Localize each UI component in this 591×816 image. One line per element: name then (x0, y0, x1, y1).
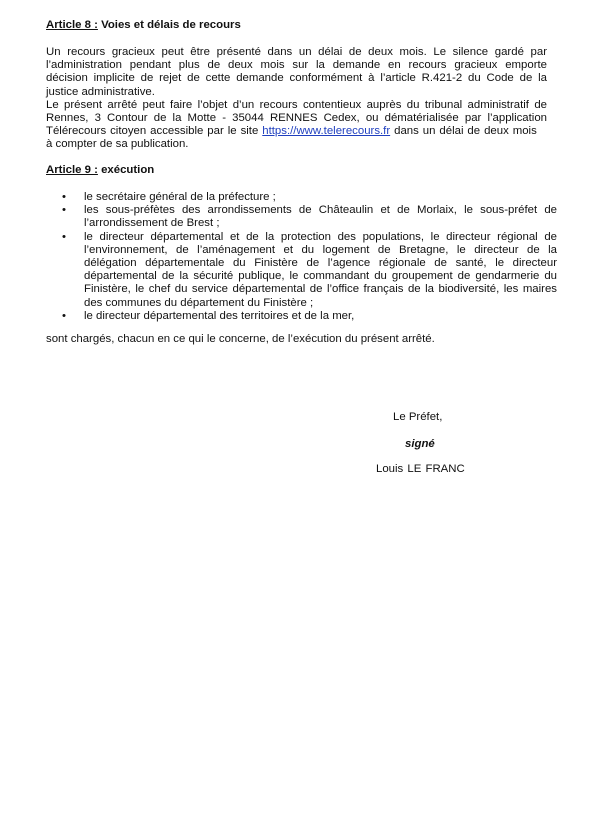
article-8-heading (46, 19, 241, 32)
bullet-icon: • (62, 309, 66, 322)
telerecours-link[interactable]: https://www.telerecours.fr (262, 124, 391, 137)
list-item-line: délégation départementale du Finistère de l’agence régionale de santé, le directeur (84, 256, 557, 269)
list-item-line: le secrétaire général de la préfecture ; (84, 191, 276, 203)
paragraph-line: Rennes, 3 Contour de la Motte - 35044 RENNES Cedex, ou dématérialisée par l’application (46, 111, 547, 124)
paragraph-line: Un recours gracieux peut être présenté dans un délai de deux mois. Le silence gardé par (46, 46, 547, 58)
link-prefix-text: Télérecours citoyen accessible par le site (46, 124, 263, 137)
paragraph-line: Le présent arrêté peut faire l’objet d’un recours contentieux auprès du tribunal administratif de (46, 98, 547, 111)
list-item-line: Finistère, le chef du service départemental de l’office français de la biodiversité, les maires (84, 283, 557, 296)
list-item (62, 191, 557, 204)
article-9-heading (46, 164, 154, 177)
bullet-icon: • (62, 191, 66, 203)
article-8-paragraph-2 (46, 99, 547, 152)
closing-sentence: sont chargés, chacun en ce qui le concerne, de l’exécution du présent arrêté. (46, 333, 435, 345)
article-8-title: Voies et délais de recours (101, 19, 241, 31)
list-item (62, 204, 557, 230)
bullet-icon: • (62, 204, 66, 217)
link-suffix-text: dans un délai de deux mois (390, 124, 537, 137)
list-item-line: départemental de la sécurité publique, le commandant du groupement de gendarmerie du (84, 270, 557, 283)
list-item (62, 310, 557, 323)
article-8-paragraph-1 (46, 46, 547, 99)
signatory-title: Le Préfet, (393, 411, 443, 423)
list-item-line: le directeur départemental des territoires et de la mer, (84, 309, 355, 322)
signatory-name: Louis LE FRANC (376, 463, 465, 475)
paragraph-line: justice administrative. (46, 85, 155, 98)
list-item-line: l’environnement, de l’aménagement et du logement de Bretagne, le directeur de la (84, 243, 557, 256)
article-9-title: exécution (101, 164, 155, 176)
list-item (62, 231, 557, 310)
executors-list (62, 191, 557, 323)
bullet-icon: • (62, 230, 66, 243)
list-item-line: les sous-préfètes des arrondissements de Châteaulin et de Morlaix, le sous-préfet de (84, 204, 557, 217)
paragraph-line: l’administration pendant plus de deux mois sur la demande en recours gracieux emporte (46, 59, 547, 72)
paragraph-line-with-link (46, 125, 547, 138)
signed-mention: signé (405, 438, 435, 450)
article-9-number: Article 9 : (46, 164, 98, 176)
list-item-line: le directeur départemental et de la protection des populations, le directeur régional de (84, 230, 557, 243)
paragraph-line: à compter de sa publication. (46, 138, 189, 151)
list-item-line: des communes du département du Finistère ; (84, 296, 314, 309)
list-item-line: l’arrondissement de Brest ; (84, 217, 220, 230)
paragraph-line: décision implicite de rejet de cette demande conformément à l’article R.421-2 du Code de la (46, 72, 547, 85)
article-8-number: Article 8 : (46, 19, 98, 31)
